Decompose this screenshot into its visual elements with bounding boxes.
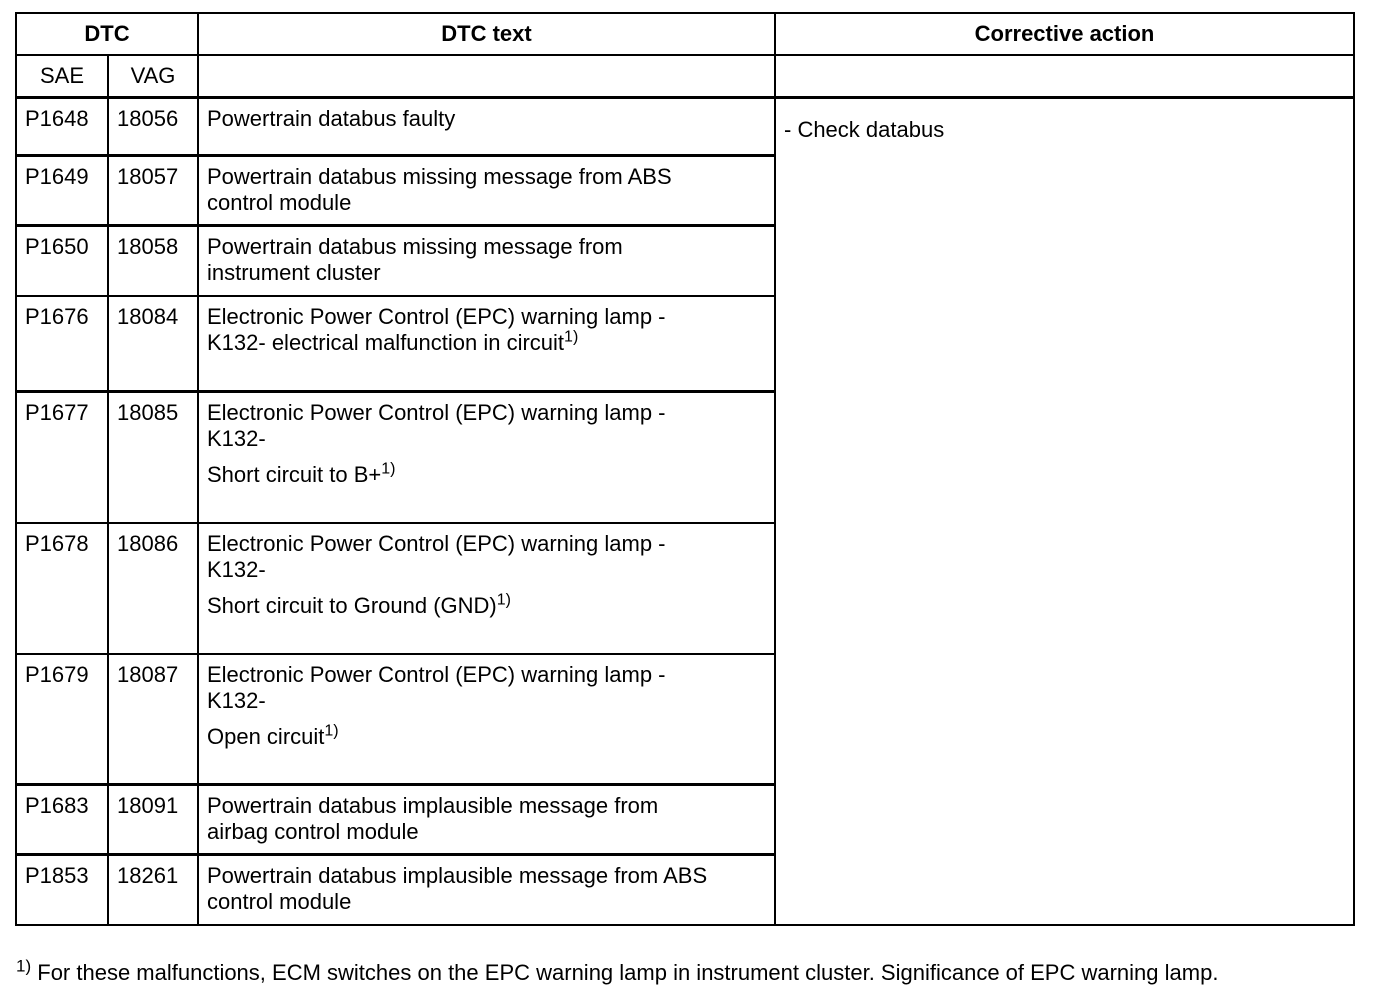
subheader-empty-action [775,55,1354,98]
vag-code: 18086 [108,523,198,654]
dtc-text [198,156,775,226]
dtc-text-line: K132- electrical malfunction in circuit [207,329,565,355]
corrective-action: - Check databus [775,98,1354,925]
header-row [16,13,1354,55]
blank-spacer [207,452,766,462]
dtc-text [198,785,775,855]
sae-code: P1853 [16,855,108,925]
footnote-ref: 1) [381,460,396,478]
dtc-text-line: control module [207,190,352,215]
sae-code: P1683 [16,785,108,855]
header-sae: SAE [16,55,108,98]
dtc-text-line: K132- [207,687,266,713]
dtc-text-line: Powertrain databus missing message from [207,234,623,259]
vag-code: 18056 [108,98,198,156]
header-vag: VAG [108,55,198,98]
dtc-text-line: K132- [207,426,266,451]
dtc-text-line: K132- [207,556,266,582]
footnote-ref: 1) [324,722,339,740]
dtc-text [198,523,775,654]
header-dtc: DTC [16,13,198,55]
dtc-text-line: Electronic Power Control (EPC) warning lamp - [207,530,666,556]
subheader-row [16,55,1354,98]
sae-code: P1648 [16,98,108,156]
footnote [16,956,1219,986]
header-dtc-text: DTC text [198,13,775,55]
dtc-text-line: instrument cluster [207,260,381,285]
dtc-text [198,392,775,523]
dtc-text-line: Short circuit to Ground (GND) [207,592,497,618]
dtc-text-line: Electronic Power Control (EPC) warning lamp - [207,400,666,425]
vag-code: 18084 [108,296,198,392]
footnote-ref: 1) [564,328,579,346]
vag-code: 18091 [108,785,198,855]
footnote-text: For these malfunctions, ECM switches on the EPC warning lamp in instrument cluster. Significance of EPC warning lamp. [37,960,1219,985]
dtc-text-line: Powertrain databus missing message from ABS [207,164,672,189]
sae-code: P1649 [16,156,108,226]
footnote-marker: 1) [16,956,32,976]
sae-code: P1676 [16,296,108,392]
dtc-text-line: Short circuit to B+ [207,462,382,487]
vag-code: 18057 [108,156,198,226]
dtc-text [198,226,775,296]
table-row [16,98,1354,156]
dtc-text-line: Electronic Power Control (EPC) warning lamp - [207,303,666,329]
blank-spacer [207,714,766,724]
sae-code: P1679 [16,654,108,785]
dtc-text-line: Powertrain databus faulty [207,106,456,131]
dtc-text-line: airbag control module [207,819,419,844]
dtc-text-line: Electronic Power Control (EPC) warning lamp - [207,661,666,687]
dtc-text [198,296,775,392]
vag-code: 18087 [108,654,198,785]
dtc-text-line: Open circuit [207,723,325,749]
sae-code: P1650 [16,226,108,296]
vag-code: 18085 [108,392,198,523]
sae-code: P1677 [16,392,108,523]
dtc-text-line: control module [207,889,352,914]
dtc-text [198,654,775,785]
dtc-text [198,855,775,925]
subheader-empty-text [198,55,775,98]
vag-code: 18261 [108,855,198,925]
vag-code: 18058 [108,226,198,296]
dtc-text-line: Powertrain databus implausible message from ABS [207,863,708,888]
header-corrective-action: Corrective action [775,13,1354,55]
footnote-ref: 1) [496,591,511,609]
dtc-table [15,12,1355,926]
dtc-text-line: Powertrain databus implausible message from [207,793,659,818]
dtc-text [198,98,775,156]
sae-code: P1678 [16,523,108,654]
blank-spacer [207,583,766,593]
